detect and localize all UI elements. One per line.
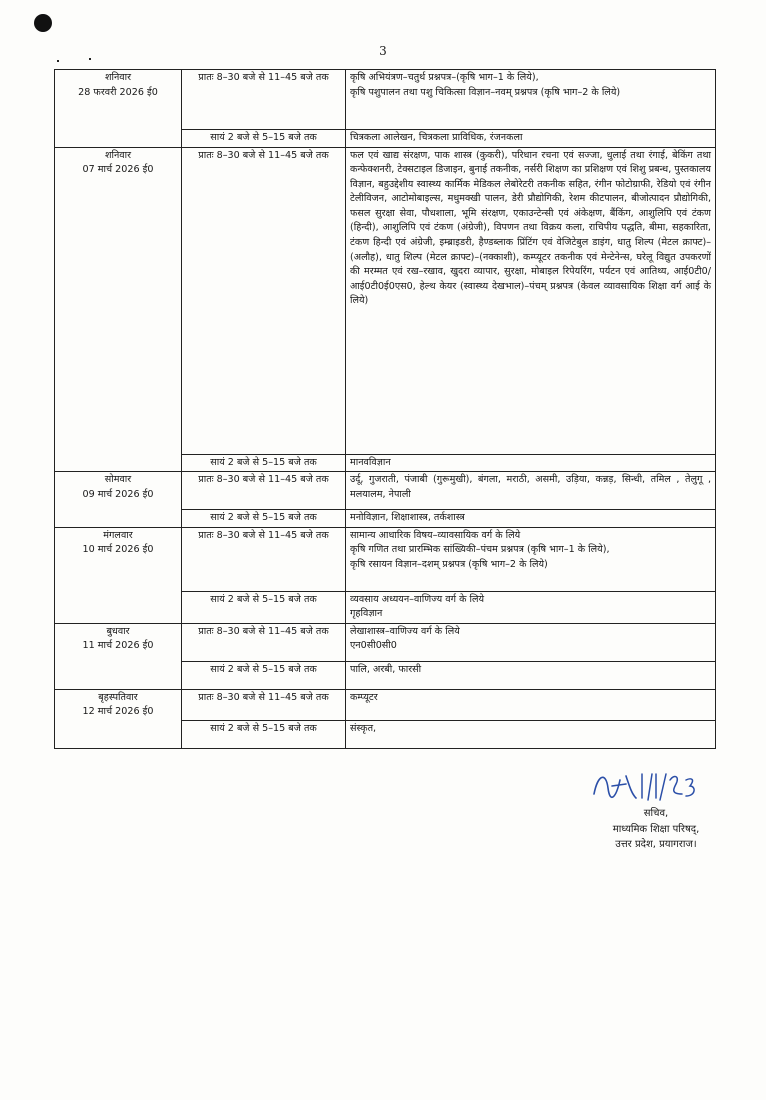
exam-date: 12 मार्च 2026 ई0 xyxy=(82,706,154,718)
schedule-row xyxy=(55,70,716,130)
exam-day-cell xyxy=(55,689,182,748)
exam-schedule-body xyxy=(55,70,716,749)
exam-subjects xyxy=(346,510,716,528)
exam-schedule-table xyxy=(54,69,716,749)
subject-entry: एन0सी0सी0 xyxy=(350,640,397,652)
exam-day: बुधवार xyxy=(106,625,130,637)
scan-speck xyxy=(89,58,91,60)
schedule-row xyxy=(55,689,716,720)
exam-subjects xyxy=(346,472,716,510)
subject-entry: मनोविज्ञान, शिक्षाशास्त्र, तर्कशास्त्र xyxy=(350,512,465,524)
exam-time: प्रातः 8–30 बजे से 11–45 बजे तक xyxy=(182,689,346,720)
exam-date: 28 फरवरी 2026 ई0 xyxy=(78,86,158,98)
exam-subjects xyxy=(346,720,716,748)
exam-subjects xyxy=(346,130,716,148)
exam-date: 10 मार्च 2026 ई0 xyxy=(82,544,154,556)
schedule-row xyxy=(55,147,716,454)
exam-day-cell xyxy=(55,472,182,528)
exam-subjects xyxy=(346,623,716,661)
exam-day-cell xyxy=(55,623,182,689)
exam-day: सोमवार xyxy=(104,474,132,486)
exam-day: शनिवार xyxy=(104,72,132,83)
signature-block xyxy=(556,768,756,853)
exam-time: सायं 2 बजे से 5–15 बजे तक xyxy=(182,130,346,148)
subject-entry: लेखाशास्त्र–वाणिज्य वर्ग के लिये xyxy=(350,625,460,637)
schedule-row xyxy=(55,472,716,510)
exam-date: 11 मार्च 2026 ई0 xyxy=(82,640,154,652)
scan-mark xyxy=(34,14,52,32)
exam-time: प्रातः 8–30 बजे से 11–45 बजे तक xyxy=(182,527,346,591)
subject-entry: चित्रकला आलेखन, चित्रकला प्राविधिक, रंजनकला xyxy=(350,132,523,143)
schedule-row xyxy=(55,527,716,591)
subject-entry: मानवविज्ञान xyxy=(350,456,391,468)
exam-time: प्रातः 8–30 बजे से 11–45 बजे तक xyxy=(182,472,346,510)
exam-date: 09 मार्च 2026 ई0 xyxy=(82,488,154,500)
subject-entry: कम्प्यूटर xyxy=(350,691,378,703)
subject-entry: पालि, अरबी, फारसी xyxy=(350,663,422,675)
subject-entry: कृषि रसायन विज्ञान–दशम् प्रश्नपत्र (कृषि भाग–2 के लिये) xyxy=(350,558,548,570)
subject-entry: व्यवसाय अध्ययन–वाणिज्य वर्ग के लिये xyxy=(350,593,485,605)
exam-day-cell xyxy=(55,147,182,472)
exam-time: प्रातः 8–30 बजे से 11–45 बजे तक xyxy=(182,147,346,454)
exam-time: प्रातः 8–30 बजे से 11–45 बजे तक xyxy=(182,623,346,661)
exam-date: 07 मार्च 2026 ई0 xyxy=(82,164,154,176)
signatory-location: उत्तर प्रदेश, प्रयागराज। xyxy=(615,839,697,850)
exam-day: शनिवार xyxy=(104,149,132,161)
scan-speck xyxy=(57,60,59,62)
exam-time: सायं 2 बजे से 5–15 बजे तक xyxy=(182,661,346,689)
subject-entry: कृषि पशुपालन तथा पशु चिकित्सा विज्ञान–नवम् प्रश्नपत्र (कृषि भाग–2 के लिये) xyxy=(350,86,621,98)
exam-time: प्रातः 8–30 बजे से 11–45 बजे तक xyxy=(182,70,346,130)
exam-time: सायं 2 बजे से 5–15 बजे तक xyxy=(182,720,346,748)
handwritten-signature xyxy=(586,768,756,806)
exam-day-cell xyxy=(55,527,182,623)
exam-time: सायं 2 बजे से 5–15 बजे तक xyxy=(182,591,346,623)
exam-subjects xyxy=(346,527,716,591)
exam-subjects xyxy=(346,591,716,623)
page-number: 3 xyxy=(379,44,387,58)
schedule-row xyxy=(55,623,716,661)
signatory-organization: माध्यमिक शिक्षा परिषद्, xyxy=(612,823,700,835)
subject-entry: सामान्य आधारिक विषय–व्यावसायिक वर्ग के लिये xyxy=(350,529,521,541)
subject-entry: उर्दू, गुजराती, पंजाबी (गुरूमुखी), बंगला, मराठी, असमी, उड़िया, कन्नड़, सिन्धी, तमिल , तेलुगू , मलयालम, नेपाली xyxy=(350,474,711,500)
subject-entry: गृहविज्ञान xyxy=(350,608,383,620)
subject-entry: कृषि गणित तथा प्रारम्भिक सांख्यिकी–पंचम प्रश्नपत्र (कृषि भाग–1 के लिये), xyxy=(350,544,610,556)
exam-subjects xyxy=(346,70,716,130)
subject-entry: फल एवं खाद्य संरक्षण, पाक शास्त्र (कुकरी), परिधान रचना एवं सज्जा, धुलाई तथा रंगाई, बेकिंग तथा कन्फेक्शनरी, टेक्सटाइल डिजाइन, बुनाई तकनीक, नर्सरी शिक्षण का प्रशिक्षण एवं शिशु प्रबन्ध, पुस्तकालय विज्ञान, बहुउद्देशीय स्वास्थ्य कार्मिक मेडिकल लेबोरेटरी तकनीक सहित, रंगीन फोटोग्राफी, रेडियो एवं रंगीन टेलीविजन, आटोमोबाइल्स, मधुमक्खी पालन, डेरी प्रौद्योगिकी, रेशम कीटपालन, बीजोत्पादन प्रौद्योगिकी, फसल सुरक्षा सेवा, पौधशाला, भूमि संरक्षण, एकाउन्टेन्सी एवं अंकेक्षण, बैंकिंग, आशुलिपि एवं टंकण (हिन्दी), आशुलिपि एवं टंकण (अंग्रेजी), विपणन तथा विक्रय कला, राचिपीय पद्धति, बीमा, सहकारिता, टंकण हिन्दी एवं अंग्रेजी, इम्ब्राइडरी, हैण्डब्लाक प्रिंटिंग एवं वेजिटेबुल डाइंग, धातु शिल्प (मेटल क्राफ्ट)–(अलौह), धातु शिल्प (मेटल क्राफ्ट)–(नक्काशी), कम्प्यूटर तकनीक एवं मेन्टेनेन्स, घरेलू विद्युत उपकरणों की मरम्मत एवं रख–रखाव, खुदरा व्यापार, सुरक्षा, मोबाइल रिपेयरिंग, पर्यटन एवं आतिथ्य, आई0टी0/आई0टी0ई0एस0, हेल्थ केयर (स्वास्थ्य देखभाल)–पंचम् प्रश्नपत्र (केवल व्यावसायिक शिक्षा वर्ग आई के लिये) xyxy=(350,149,711,307)
exam-day-cell xyxy=(55,70,182,148)
exam-subjects xyxy=(346,661,716,689)
exam-subjects xyxy=(346,454,716,472)
signatory-title: सचिव, xyxy=(643,808,669,819)
exam-day: बृहस्पतिवार xyxy=(98,691,138,703)
exam-time: सायं 2 बजे से 5–15 बजे तक xyxy=(182,510,346,528)
subject-entry: कृषि अभियंत्रण–चतुर्थ प्रश्नपत्र–(कृषि भाग–1 के लिये), xyxy=(350,72,539,83)
exam-time: सायं 2 बजे से 5–15 बजे तक xyxy=(182,454,346,472)
exam-subjects xyxy=(346,689,716,720)
subject-entry: संस्कृत, xyxy=(350,722,377,734)
exam-day: मंगलवार xyxy=(103,529,133,541)
exam-subjects xyxy=(346,147,716,454)
